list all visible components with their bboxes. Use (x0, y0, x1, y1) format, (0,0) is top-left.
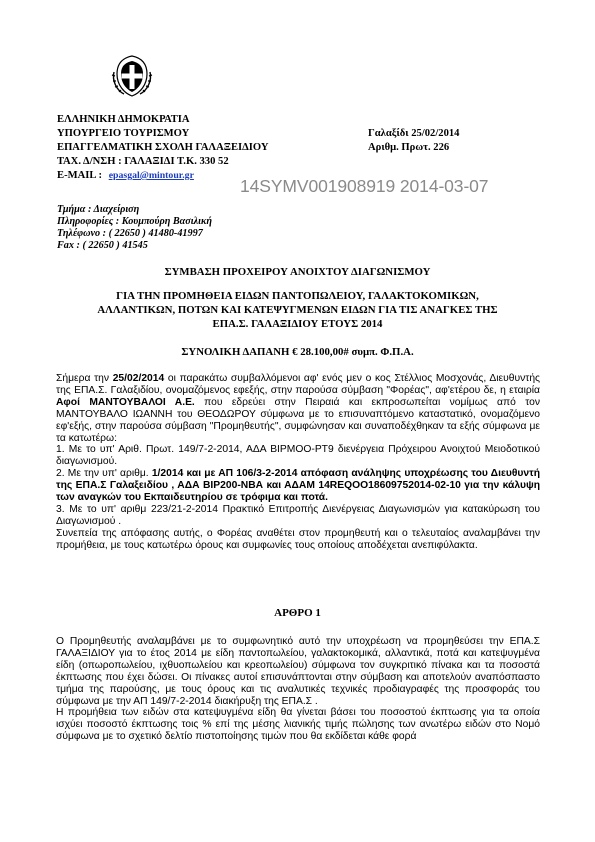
contract-intro (56, 373, 540, 552)
info-fax: Fax : ( 22650 ) 41545 (57, 240, 148, 251)
email-label: E-MAIL : (57, 170, 103, 181)
article-1-paragraph-2: Η προμήθεια των ειδών στα κατεψυγμένα είδη θα γίνεται βάσει του ποσοστού έκπτωσης για τα οποία ισχύει ποσοστό έκπτωσης τοις % επί της μέσης λιανικής τιμής πώλησης των ανωτέρω ειδών στο Νομό σύμφωνα με το σχετικό δελτίο πιστοποίησης τιμών που θα εκδίδεται κάθε φορά (56, 707, 540, 743)
article-heading: ΑΡΘΡΟ 1 (274, 607, 321, 619)
intro-text-3: που εδρεύει στην Πειραιά και εκπροσωπείται νομίμως από τον ΜΑΝΤΟΥΒΑΛΟ ΙΩΑΝΝΗ του ΘΕΟΔΩΡΟΥ σύμφωνα με το επισυναπτόμενο καταστατικό, ονομαζόμενο εφ'εξής, στην παρούσα σύμβαση "Προμηθευτής", συμφώνησαν και συναποδέχθηκαν τα εξής σύμφωνα με τα κατωτέρω: (56, 396, 540, 444)
clause-1: 1. Με το υπ' Αριθ. Πρωτ. 149/7-2-2014, ΑΔΑ ΒΙΡΜΟΟ-ΡΤ9 διενέργεια Πρόχειρου Ανοιχτού Μειοδοτικού διαγωνισμού. (56, 444, 540, 468)
intro-date: 25/02/2014 (112, 373, 165, 384)
contract-subtitle-1: ΓΙΑ ΤΗΝ ΠΡΟΜΗΘΕΙΑ ΕΙΔΩΝ ΠΑΝΤΟΠΩΛΕΙΟΥ, ΓΑΛΑΚΤΟΚΟΜΙΚΩΝ, (116, 290, 479, 302)
info-phone: Τηλέφωνο : ( 22650 ) 41480-41997 (57, 228, 203, 239)
header-email-row (57, 169, 194, 182)
document-date: Γαλαξίδι 25/02/2014 (368, 128, 460, 139)
contract-title: ΣΥΜΒΑΣΗ ΠΡΟΧΕΙΡΟΥ ΑΝΟΙΧΤΟΥ ΔΙΑΓΩΝΙΣΜΟΥ (164, 266, 431, 278)
contract-subtitle-3: ΕΠΑ.Σ. ΓΑΛΑΞΙΔΙΟΥ ΕΤΟΥΣ 2014 (212, 318, 383, 330)
clause-2-lead: 2. Με την υπ' αριθμ. (56, 468, 152, 480)
clause-3: 3. Με το υπ' αριθμ 223/21-2-2014 Πρακτικό Επιτροπής Διενέργειας Διαγωνισμών για κατακύρωση του Διαγωνισμού . (56, 503, 540, 527)
header-country: ΕΛΛΗΝΙΚΗ ΔΗΜΟΚΡΑΤΙΑ (57, 114, 190, 125)
article-1-paragraph-1: Ο Προμηθευτής αναλαμβάνει με το συμφωνητικό αυτό την υποχρέωση να προμηθεύσει την ΕΠΑ.Σ ΓΑΛΑΞΙΔΙΟΥ για το έτος 2014 με είδη παντοπωλείου, γαλακτοκομικά, αλλαντικά, ποτά και κατεψυγμένα είδη (οπωροπωλείου, ιχθυοπωλείου και κρεοπωλείου) σύμφωνα τον συγκριτικό πίνακα και τα ποσοστά έκπτωσης που έχει δώσει. Οι πίνακες αυτοί επισυνάπτονται στην σύμβαση και αποτελούν αναπόσπαστο τμήμα της παρούσης, με τους όρους και τις αναλυτικές τεχνικές προδιαγραφές της προσφοράς του σύμφωνα με την ΑΠ 149/7-2-2014 διακήρυξη της ΕΠΑ.Σ . (56, 636, 540, 707)
info-department: Τμήμα : Διαχείριση (57, 204, 140, 215)
assignment-paragraph: Συνεπεία της απόφασης αυτής, ο Φορέας αναθέτει στον προμηθευτή και ο τελευταίος αναλαμβάνει την προμήθεια, με τους κατωτέρω όρους και συμφωνίες τους οποίους αποδέχεται ανεπιφύλακτα. (56, 527, 540, 551)
protocol-number: Αριθμ. Πρωτ. 226 (368, 142, 450, 153)
contract-subtitle-2: ΑΛΛΑΝΤΙΚΩΝ, ΠΟΤΩΝ ΚΑΙ ΚΑΤΕΨΥΓΜΕΝΩΝ ΕΙΔΩΝ ΓΙΑ ΤΙΣ ΑΝΑΓΚΕΣ ΤΗΣ (97, 304, 498, 316)
email-link[interactable]: epasgal@mintour.gr (108, 170, 194, 181)
greek-emblem-logo (110, 54, 154, 98)
header-ministry: ΥΠΟΥΡΓΕΙΟ ΤΟΥΡΙΣΜΟΥ (57, 128, 190, 139)
intro-text-2: οι παρακάτω συμβαλλόμενοι αφ' ενός μεν ο κος Στέλλιος Μοσχονάς, Διευθυντής της ΕΠΑ.Σ. Γαλαξιδίου, ονομαζόμενος εφεξής, στην παρούσα σύμβαση "Φορέας", αφ'ετέρου δε, η εταιρία (56, 373, 541, 396)
header-address: ΤΑΧ. Δ/ΝΣΗ : ΓΑΛΑΞΙΔΙ Τ.Κ. 330 52 (57, 156, 229, 167)
intro-text-1: Σήμερα την (56, 373, 113, 384)
header-school: ΕΠΑΓΓΕΛΜΑΤΙΚΗ ΣΧΟΛΗ ΓΑΛΑΞΕΙΔΙΟΥ (57, 142, 269, 153)
clause-2-bold: 1/2014 και με ΑΠ 106/3-2-2014 απόφαση ανάληψης υποχρέωσης του Διευθυντή της ΕΠΑ.Σ Γαλαξειδίου , ΑΔΑ ΒΙΡ200-ΝΒΑ και ΑΔΑΜ 14REQOO18609752014-02-10 για την κάλυψη των αναγκών του Εκπαιδευτηρίου σε τρόφιμα και ποτά. (56, 468, 540, 504)
article-1-body (56, 636, 540, 743)
ada-stamp: 14SYMV001908919 2014-03-07 (240, 176, 489, 196)
supplier-company: Αφοί ΜΑΝΤΟΥΒΑΛΟΙ Α.Ε. (56, 396, 195, 408)
total-cost: ΣΥΝΟΛΙΚΗ ΔΑΠΑΝΗ € 28.100,00# συμπ. Φ.Π.Α. (181, 346, 414, 358)
info-contact: Πληροφορίες : Κουμπούρη Βασιλική (57, 216, 212, 227)
